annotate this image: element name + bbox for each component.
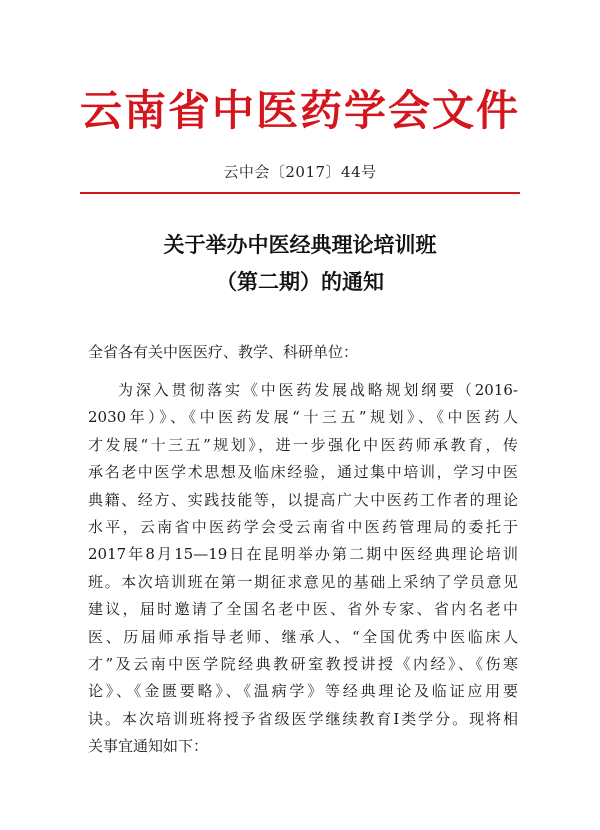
body-line: 关事宜通知如下： bbox=[88, 737, 209, 756]
notice-title-line-2: （第二期）的通知 bbox=[216, 269, 384, 294]
body-line: 班。本次培训班在第一期征求意见的基础上采纳了学员意见 bbox=[88, 572, 518, 591]
body-line: 才”及云南中医学院经典教研室教授讲授《内经》、《伤寒 bbox=[88, 654, 518, 673]
body-line: 诀。本次培训班将授予省级医学继续教育Ⅰ类学分。现将相 bbox=[88, 709, 518, 728]
body-line: 典籍、经方、实践技能等，以提高广大中医药工作者的理论 bbox=[88, 490, 518, 509]
body-line: 2017年8月15—19日在昆明举办第二期中医经典理论培训 bbox=[88, 545, 518, 564]
notice-title-line-1: 关于举办中医经典理论培训班 bbox=[163, 232, 437, 257]
body-line: 建议，届时邀请了全国名老中医、省外专家、省内名老中 bbox=[88, 600, 518, 619]
body-line: 2030年）》、《中医药发展“十三五”规划》、《中医药人 bbox=[88, 408, 518, 427]
issuer-header-title: 云南省中医药学会文件 bbox=[79, 86, 520, 135]
body-line: 才发展“十三五”规划》，进一步强化中医药师承教育，传 bbox=[88, 435, 518, 454]
body-line: 医、历届师承指导老师、继承人、“全国优秀中医临床人 bbox=[88, 627, 518, 646]
body-line: 承名老中医学术思想及临床经验，通过集中培训，学习中医 bbox=[88, 463, 518, 482]
body-line: 为深入贯彻落实《中医药发展战略规划纲要（2016- bbox=[118, 381, 518, 399]
body-paragraph bbox=[88, 377, 518, 760]
recipient-line: 全省各有关中医医疗、教学、科研单位： bbox=[88, 343, 359, 361]
body-line: 水平，云南省中医药学会受云南省中医药管理局的委托于 bbox=[88, 517, 518, 536]
body-line: 论》、《金匮要略》、《温病学》等经典理论及临证应用要 bbox=[88, 682, 518, 701]
red-header-rule bbox=[80, 192, 520, 194]
document-number: 云中会〔2017〕44号 bbox=[223, 163, 377, 181]
